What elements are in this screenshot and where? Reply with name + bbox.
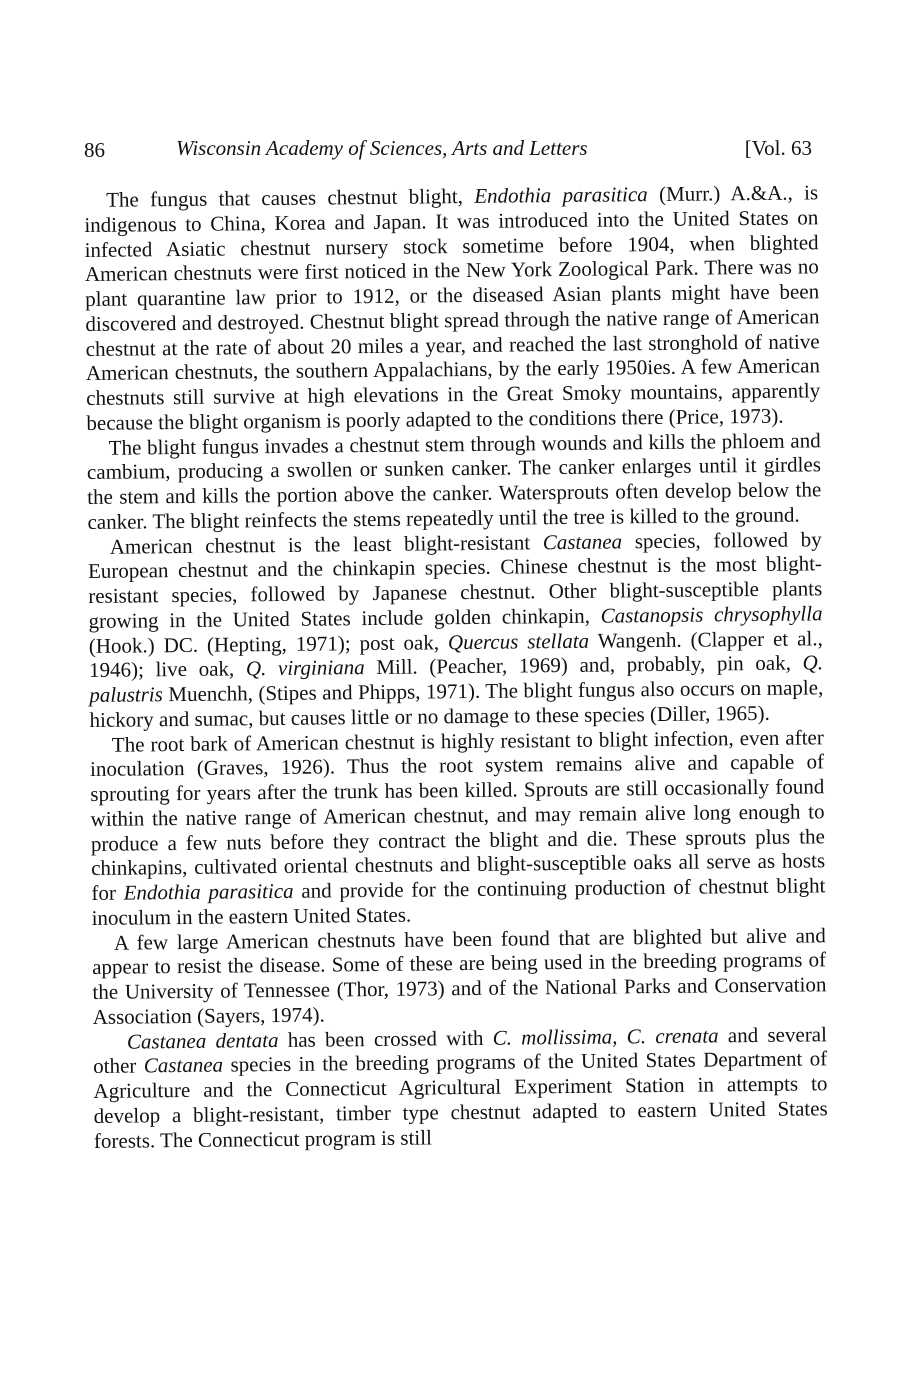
italic-run: Castanopsis chrysophylla bbox=[600, 601, 823, 628]
paragraph bbox=[90, 725, 826, 931]
text-run: Wangenh. (Clapper et al., 1946); live oak, bbox=[88, 625, 823, 683]
paragraph bbox=[88, 527, 824, 733]
text-run: The root bark of American chestnut is highly resistant to blight infection, even after inoculation (Graves, 1926). Thus the root system remains alive and capable of sprouting for years after the trunk has been killed. Sprouts are still occasionally found within the native range of American chestnut, and may remain alive long enough to produce a few nuts before they contract the blight and die. These sprouts plus the chinkapins, cultivated oriental chestnuts and blight-susceptible oaks all serve as hosts for bbox=[89, 724, 826, 905]
text-run: (Murr.) A.&A., is indigenous to China, Korea and Japan. It was introduced into the United States on infected Asiatic chestnut nursery stock sometime before 1904, when blighted American chestnuts were first noticed in the New York Zoological Park. There was no plant quarantine law prior to 1912, or the diseased Asian plants might have been discovered and destroyed. Chestnut blight spread through the native range of American chestnut at the rate of about 20 miles a year, and reached the last stronghold of native American chestnuts, the southern Appalachians, by the early 1950ies. A few American chestnuts still survive at high elevations in the Great Smoky mountains, apparently because the blight organism is poorly adapted to the conditions there (Price, 1973). bbox=[84, 180, 821, 435]
article-body bbox=[84, 180, 828, 1153]
italic-run: Castanea dentata bbox=[126, 1027, 279, 1054]
text-run: The fungus that causes chestnut blight, bbox=[105, 183, 475, 212]
running-head bbox=[84, 136, 818, 166]
italic-run: Q. palustris bbox=[89, 650, 824, 707]
text-run: and several other bbox=[93, 1021, 828, 1079]
italic-run: Quercus stellata bbox=[447, 628, 590, 654]
text-run: American chestnut is the least blight-resistant bbox=[109, 529, 543, 559]
page-number: 86 bbox=[84, 138, 105, 162]
italic-run: Castanea bbox=[143, 1052, 224, 1078]
italic-run: Endothia parasitica bbox=[123, 878, 294, 905]
text-run: The blight fungus invades a chestnut stem through wounds and kills the phloem and cambium, producing a swollen or sunken canker. The canker enlarges until it girdles the stem and kills the portion above the canker. Watersprouts often develop below the canker. The blight reinfects the stems repeatedly until the tree is killed to the ground. bbox=[86, 427, 822, 534]
text-run: A few large American chestnuts have been found that are blighted but alive and appear to resist the disease. Some of these are being used in the breeding programs of the University of Tennessee (Thor, 1973) and of the National Parks and Conservation Association (Sayers, 1974). bbox=[92, 922, 827, 1029]
text-run: and provide for the continuing production of chestnut blight inoculum in the eastern United States. bbox=[91, 873, 826, 930]
paragraph bbox=[93, 1022, 828, 1153]
journal-page bbox=[84, 136, 828, 1153]
text-run: (Hook.) DC. (Hepting, 1971); post oak, bbox=[88, 629, 449, 658]
text-run: Muenchh, (Stipes and Phipps, 1971). The blight fungus also occurs on maple, hickory and sumac, but causes little or no damage to these species (Diller, 1965). bbox=[89, 675, 824, 732]
journal-title: Wisconsin Academy of Sciences, Arts and Letters bbox=[176, 136, 588, 160]
text-run: species, followed by European chestnut and the chinkapin species. Chinese chestnut is the most blight-resistant species, followed by Japanese chestnut. Other blight-susceptible plants growing in the United States include golden chinkapin, bbox=[87, 526, 823, 633]
text-run: Mill. (Peacher, 1969) and, probably, pin oak, bbox=[364, 650, 803, 680]
paragraph bbox=[87, 428, 822, 535]
paragraph bbox=[92, 923, 827, 1030]
text-run: has been crossed with bbox=[278, 1025, 493, 1052]
italic-run: C. mollissima, C. crenata bbox=[492, 1022, 719, 1050]
italic-run: Q. virginiana bbox=[245, 655, 365, 681]
text-run: species in the breeding programs of the United States Department of Agriculture and the Connecticut Agricultural Experiment Station in attempts to develop a blight-resistant, timber type chestnut adapted to eastern United States forests. The Connecticut program is still bbox=[93, 1046, 828, 1153]
paragraph bbox=[84, 180, 821, 435]
volume-label: [Vol. 63 bbox=[744, 136, 812, 160]
italic-run: Castanea bbox=[542, 528, 623, 554]
italic-run: Endothia parasitica bbox=[474, 182, 648, 208]
